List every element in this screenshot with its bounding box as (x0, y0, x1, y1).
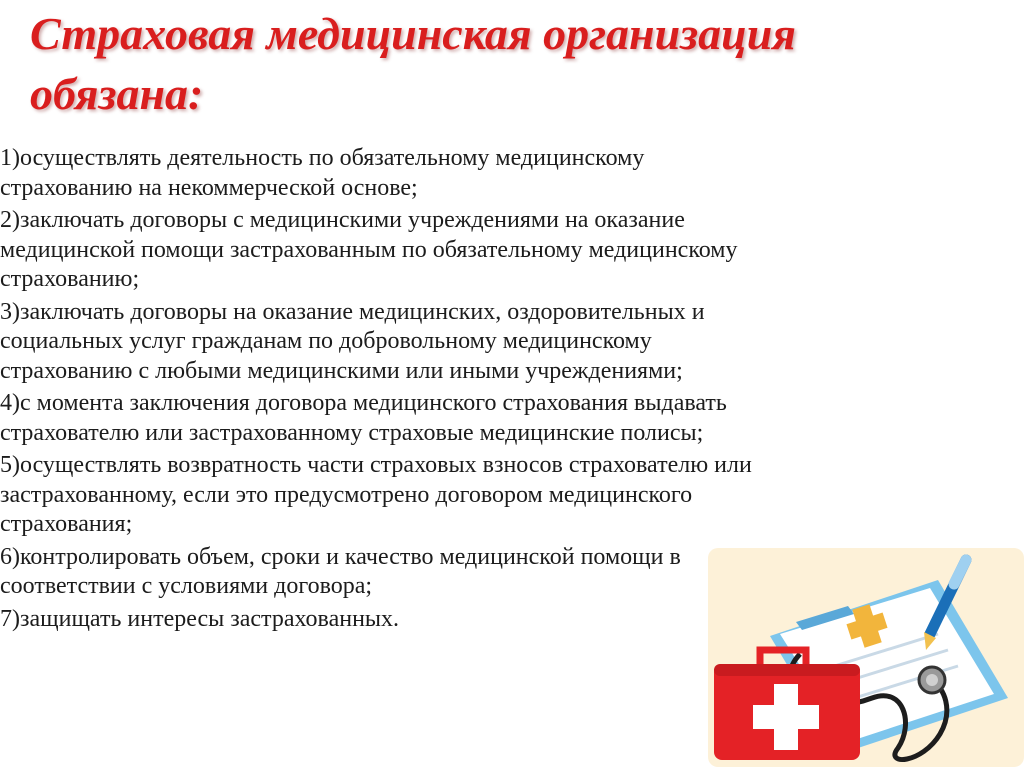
slide-title (30, 4, 990, 124)
list-item-line: страхованию; (0, 266, 140, 292)
list-item-line: 6)контролировать объем, сроки и качество медицинской помощи в (0, 543, 681, 570)
list-item-line: медицинской помощи застрахованным по обязательному медицинскому (0, 236, 738, 263)
list-item (0, 389, 1000, 448)
list-item-line: страхованию с любыми медицинскими или иными учреждениями; (0, 357, 683, 384)
list-item-line: застрахованному, если это предусмотрено договором медицинского (0, 481, 693, 508)
list-item-line: страхованию на некоммерческой основе; (0, 174, 418, 201)
list-item-line: 4)с момента заключения договора медицинского страхования выдавать (0, 390, 727, 416)
list-item-line: 3)заключать договоры на оказание медицинских, оздоровительных и (0, 298, 705, 325)
list-item (0, 298, 1000, 387)
list-item-line: 7)защищать интересы застрахованных. (0, 605, 400, 632)
list-item-line: 2)заключать договоры с медицинскими учреждениями на оказание (0, 207, 685, 233)
medical-illustration (708, 548, 1024, 767)
list-item-line: социальных услуг гражданам по добровольному медицинскому (0, 328, 652, 354)
list-item (0, 144, 1000, 203)
list-item-line: страхования; (0, 511, 133, 537)
list-item-line: 1)осуществлять деятельность по обязательному медицинскому (0, 145, 645, 171)
list-item-line: страхователю или застрахованному страховые медицинские полисы; (0, 419, 704, 446)
list-item-line: 5)осуществлять возвратность части страховых взносов страхователю или (0, 452, 752, 478)
list-item (0, 451, 1000, 540)
slide-title-line-2: обязана: (30, 68, 204, 119)
first-aid-kit-icon (714, 650, 860, 760)
list-item (0, 206, 1000, 295)
list-item-line: соответствии с условиями договора; (0, 573, 373, 599)
slide-title-line-1: Страховая медицинская организация (30, 8, 796, 59)
